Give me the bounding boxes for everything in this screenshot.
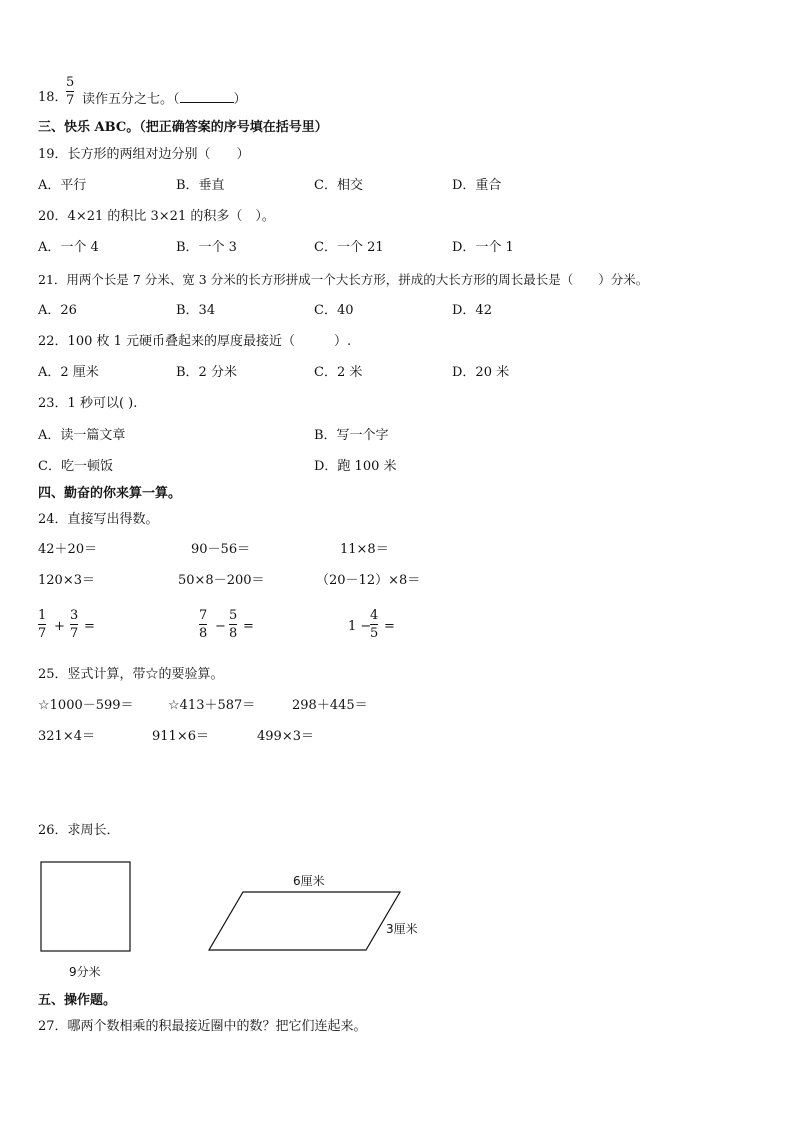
q24-frac-1b bbox=[70, 608, 78, 641]
q22-option-d[interactable]: D．20 米 bbox=[452, 365, 510, 380]
q23-stem: 23．1 秒可以( ). bbox=[38, 396, 138, 411]
q24-eq-1: = bbox=[84, 619, 95, 634]
q21-option-a[interactable]: A．26 bbox=[38, 303, 77, 318]
fraction-bar bbox=[66, 91, 74, 92]
frac-denominator: 7 bbox=[38, 626, 47, 641]
q18-number: 18． bbox=[38, 90, 68, 105]
q18-text-main: 读作五分之七。（ bbox=[82, 92, 180, 107]
q19-option-a[interactable]: A．平行 bbox=[38, 178, 87, 193]
q26-stem: 26．求周长． bbox=[38, 823, 120, 838]
q23-option-b[interactable]: B．写一个字 bbox=[314, 428, 389, 443]
q24-r2-expr-3: （20－12）×8＝ bbox=[316, 573, 421, 588]
q18-text bbox=[82, 90, 247, 108]
frac-numerator: 5 bbox=[229, 608, 238, 623]
q20-option-a[interactable]: A．一个 4 bbox=[38, 240, 99, 255]
q25-r2-expr-1: 321×4＝ bbox=[38, 729, 95, 744]
q25-r1-expr-2: ☆413＋587＝ bbox=[168, 698, 256, 713]
q27-stem: 27．哪两个数相乘的积最接近圈中的数？把它们连起来。 bbox=[38, 1019, 367, 1034]
fraction-bar bbox=[38, 624, 46, 625]
q21-option-c[interactable]: C．40 bbox=[314, 303, 354, 318]
section4-title: 四、勤奋的你来算一算。 bbox=[38, 486, 182, 501]
q20-option-c[interactable]: C．一个 21 bbox=[314, 240, 384, 255]
q22-option-b[interactable]: B．2 分米 bbox=[176, 365, 237, 380]
q24-stem: 24．直接写出得数。 bbox=[38, 512, 159, 527]
fraction-bar bbox=[229, 624, 237, 625]
fraction-bar bbox=[370, 624, 378, 625]
frac-numerator: 3 bbox=[70, 608, 79, 623]
q24-r1-expr-3: 11×8＝ bbox=[340, 542, 389, 557]
frac-denominator: 5 bbox=[370, 626, 379, 641]
q25-r2-expr-3: 499×3＝ bbox=[257, 729, 314, 744]
q24-eq-2: = bbox=[243, 619, 254, 634]
fraction-bar bbox=[70, 624, 78, 625]
q25-r1-expr-3: 298＋445＝ bbox=[292, 698, 368, 713]
q22-stem: 22．100 枚 1 元硬币叠起来的厚度最接近（ ）. bbox=[38, 334, 352, 349]
q20-option-d[interactable]: D．一个 1 bbox=[452, 240, 514, 255]
q24-op-2: − bbox=[215, 619, 226, 634]
q18-answer-blank[interactable] bbox=[180, 90, 234, 103]
q18-text-close: ） bbox=[233, 92, 247, 107]
q24-r1-expr-1: 42＋20＝ bbox=[38, 542, 98, 557]
q20-option-b[interactable]: B．一个 3 bbox=[176, 240, 237, 255]
section5-title: 五、操作题。 bbox=[38, 993, 117, 1008]
q19-stem: 19．长方形的两组对边分别（ ） bbox=[38, 147, 250, 162]
q23-option-d[interactable]: D．跑 100 米 bbox=[314, 459, 397, 474]
q24-r1-expr-2: 90－56＝ bbox=[191, 542, 251, 557]
frac-numerator: 7 bbox=[199, 608, 208, 623]
parallelogram-side-label: 3厘米 bbox=[386, 922, 418, 936]
q24-frac-1a bbox=[38, 608, 46, 641]
q18-frac-denominator: 7 bbox=[66, 93, 75, 108]
q21-option-d[interactable]: D．42 bbox=[452, 303, 492, 318]
q24-lead-3: 1 − bbox=[348, 619, 372, 634]
q20-stem: 20．4×21 的积比 3×21 的积多（ ）。 bbox=[38, 209, 275, 224]
q23-option-a[interactable]: A．读一篇文章 bbox=[38, 428, 126, 443]
frac-denominator: 8 bbox=[199, 626, 208, 641]
q25-r2-expr-2: 911×6＝ bbox=[152, 729, 209, 744]
q19-option-b[interactable]: B．垂直 bbox=[176, 178, 225, 193]
q25-r1-expr-1: ☆1000－599＝ bbox=[38, 698, 134, 713]
q24-eq-3: = bbox=[384, 619, 395, 634]
square-side-label: 9分米 bbox=[69, 965, 101, 979]
fraction-bar bbox=[199, 624, 207, 625]
q18-fraction bbox=[66, 75, 74, 108]
q23-option-c[interactable]: C．吃一顿饭 bbox=[38, 459, 113, 474]
frac-denominator: 7 bbox=[70, 626, 79, 641]
q24-frac-3b bbox=[370, 608, 378, 641]
parallelogram-shape bbox=[209, 892, 400, 950]
frac-numerator: 4 bbox=[370, 608, 379, 623]
q24-op-1: + bbox=[54, 619, 65, 634]
q25-stem: 25．竖式计算，带☆的要验算。 bbox=[38, 667, 224, 682]
frac-numerator: 1 bbox=[38, 608, 47, 623]
square-shape bbox=[41, 862, 130, 951]
q19-option-c[interactable]: C．相交 bbox=[314, 178, 363, 193]
q19-option-d[interactable]: D．重合 bbox=[452, 178, 502, 193]
q22-option-a[interactable]: A．2 厘米 bbox=[38, 365, 99, 380]
q24-r2-expr-2: 50×8－200＝ bbox=[178, 573, 265, 588]
q18-frac-numerator: 5 bbox=[66, 75, 75, 90]
q22-option-c[interactable]: C．2 米 bbox=[314, 365, 363, 380]
q21-stem: 21．用两个长是 7 分米、宽 3 分米的长方形拼成一个大长方形，拼成的大长方形的周长最长是（ ）分米。 bbox=[38, 272, 649, 287]
q24-frac-2b bbox=[229, 608, 237, 641]
parallelogram-top-label: 6厘米 bbox=[293, 874, 325, 888]
q24-r2-expr-1: 120×3＝ bbox=[38, 573, 95, 588]
section3-title: 三、快乐 ABC。（把正确答案的序号填在括号里） bbox=[38, 120, 328, 135]
frac-denominator: 8 bbox=[229, 626, 238, 641]
q24-frac-2a bbox=[199, 608, 207, 641]
q21-option-b[interactable]: B．34 bbox=[176, 303, 216, 318]
